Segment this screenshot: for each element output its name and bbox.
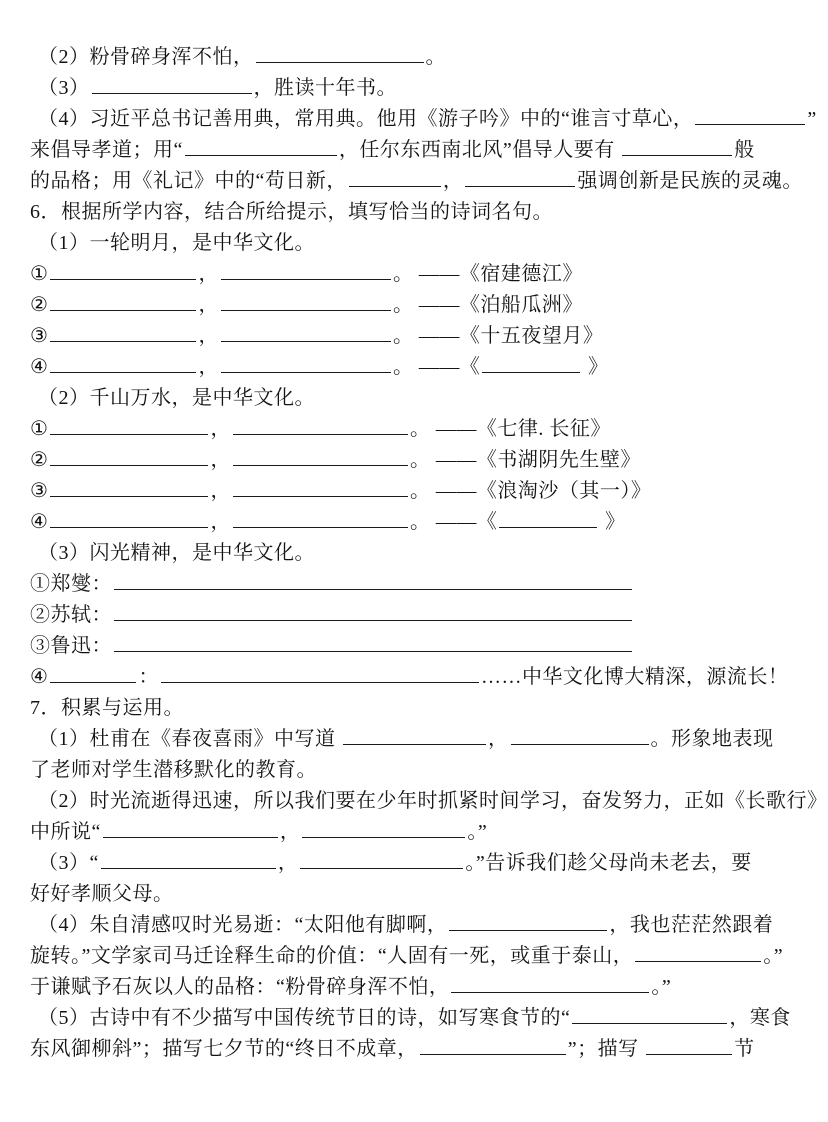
worksheet-line — [30, 600, 767, 631]
worksheet-line — [30, 941, 784, 972]
fill-in-blank[interactable] — [300, 849, 463, 869]
text-run: ” — [807, 108, 817, 130]
text-run: ， — [277, 852, 299, 874]
fill-in-blank[interactable] — [114, 632, 632, 652]
worksheet-line — [30, 817, 767, 848]
text-run: ， — [442, 170, 464, 192]
fill-in-blank[interactable] — [233, 508, 408, 528]
worksheet-line — [30, 445, 767, 476]
worksheet-line — [30, 631, 767, 662]
worksheet-line — [30, 786, 828, 817]
text-run: 》 — [599, 511, 626, 533]
text-run: 。 ——《书湖阴先生壁》 — [409, 449, 641, 471]
fill-in-blank[interactable] — [50, 291, 196, 311]
text-run: （3） — [38, 77, 90, 99]
text-run: ①郑燮： — [30, 573, 112, 595]
fill-in-blank[interactable] — [449, 911, 607, 931]
worksheet-line — [30, 42, 767, 73]
text-run: （4）朱自清感叹时光易逝：“太阳他有脚啊， — [38, 914, 448, 936]
text-run: 东风御柳斜”；描写七夕节的“终日不成章， — [30, 1038, 418, 1060]
text-run: （5）古诗中有不少描写中国传统节日的诗，如写寒食节的“ — [38, 1007, 571, 1029]
worksheet-line — [30, 538, 767, 569]
fill-in-blank[interactable] — [233, 477, 408, 497]
fill-in-blank[interactable] — [50, 353, 196, 373]
worksheet-line — [30, 879, 767, 910]
fill-in-blank[interactable] — [114, 601, 632, 621]
fill-in-blank[interactable] — [465, 167, 575, 187]
text-run: ， — [198, 294, 219, 316]
text-run: 6．根据所学内容，结合所给提示，填写恰当的诗词名句。 — [30, 201, 553, 223]
fill-in-blank[interactable] — [511, 725, 649, 745]
text-run: 于谦赋予石灰以人的品格：“粉骨碎身浑不怕， — [30, 976, 450, 998]
text-run: 旋转。”文学家司马迁诠释生命的价值：“人固有一死，或重于泰山， — [30, 945, 634, 967]
text-run: （4）习近平总书记善用典，常用典。他用《游子吟》中的“谁言寸草心， — [38, 108, 694, 130]
worksheet-line — [30, 972, 767, 1003]
text-run: 的品格；用《礼记》中的“苟日新， — [30, 170, 347, 192]
text-run: ① — [30, 418, 49, 440]
text-run: ， — [198, 263, 219, 285]
worksheet-line — [30, 507, 767, 538]
fill-in-blank[interactable] — [50, 260, 196, 280]
worksheet-line — [30, 290, 767, 321]
fill-in-blank[interactable] — [50, 477, 208, 497]
worksheet-line — [30, 569, 767, 600]
worksheet-line — [30, 848, 767, 879]
text-run: ④ — [30, 666, 49, 688]
text-run: 。”告诉我们趁父母尚未老去，要 — [465, 852, 752, 874]
text-run: （1）杜甫在《春夜喜雨》中写道 — [38, 728, 341, 750]
fill-in-blank[interactable] — [161, 663, 479, 683]
text-run: 来倡导孝道；用“ — [30, 139, 183, 161]
fill-in-blank[interactable] — [499, 508, 597, 528]
text-run: ”；描写 — [567, 1038, 645, 1060]
worksheet-line — [30, 662, 789, 693]
fill-in-blank[interactable] — [302, 818, 465, 838]
fill-in-blank[interactable] — [185, 136, 337, 156]
fill-in-blank[interactable] — [482, 353, 580, 373]
fill-in-blank[interactable] — [221, 322, 391, 342]
text-run: ，胜读十年书。 — [253, 77, 397, 99]
text-run: 。 ——《泊船瓜洲》 — [392, 294, 583, 316]
worksheet-content — [30, 42, 828, 1065]
text-run: 好好孝顺父母。 — [30, 883, 174, 905]
fill-in-blank[interactable] — [572, 1004, 727, 1024]
text-run: ③ — [30, 325, 49, 347]
worksheet-line — [30, 259, 767, 290]
text-run: ， — [210, 480, 231, 502]
fill-in-blank[interactable] — [635, 942, 761, 962]
text-run: （3）“ — [38, 852, 99, 874]
text-run: （2）时光流逝得迅速，所以我们要在少年时抓紧时间学习，奋发努力，正如《长歌行》 — [38, 790, 828, 812]
text-run: ④ — [30, 356, 49, 378]
text-run: ， — [210, 418, 231, 440]
fill-in-blank[interactable] — [221, 291, 391, 311]
fill-in-blank[interactable] — [233, 415, 408, 435]
fill-in-blank[interactable] — [103, 818, 278, 838]
text-run: 7．积累与运用。 — [30, 697, 184, 719]
fill-in-blank[interactable] — [101, 849, 276, 869]
fill-in-blank[interactable] — [50, 508, 208, 528]
text-run: 。 ——《 — [409, 511, 498, 533]
fill-in-blank[interactable] — [420, 1035, 566, 1055]
text-run: 中所说“ — [30, 821, 101, 843]
text-run: 了老师对学生潜移默化的教育。 — [30, 759, 317, 781]
worksheet-line — [30, 414, 767, 445]
text-run: ，任尔东西南北风”倡导人要有 — [338, 139, 621, 161]
text-run: 。 ——《十五夜望月》 — [392, 325, 604, 347]
worksheet-line — [30, 352, 767, 383]
text-run: ，我也茫茫然跟着 — [609, 914, 774, 936]
fill-in-blank[interactable] — [50, 446, 208, 466]
worksheet-line — [30, 476, 767, 507]
text-run: 。” — [467, 821, 488, 843]
fill-in-blank[interactable] — [221, 353, 391, 373]
text-run: 。 ——《浪淘沙（其一）》 — [409, 480, 652, 502]
worksheet-line — [30, 73, 767, 104]
fill-in-blank[interactable] — [221, 260, 391, 280]
fill-in-blank[interactable] — [114, 570, 632, 590]
text-run: （3）闪光精神，是中华文化。 — [38, 542, 315, 564]
text-run: 。 ——《 — [392, 356, 481, 378]
fill-in-blank[interactable] — [50, 415, 208, 435]
text-run: ② — [30, 449, 49, 471]
text-run: 。 ——《七律. 长征》 — [409, 418, 611, 440]
worksheet-line — [30, 383, 767, 414]
text-run: 。 ——《宿建德江》 — [392, 263, 583, 285]
text-run: ④ — [30, 511, 49, 533]
text-run: ① — [30, 263, 49, 285]
fill-in-blank[interactable] — [349, 167, 441, 187]
text-run: 。” — [651, 976, 672, 998]
worksheet-line — [30, 135, 767, 166]
text-run: （2）千山万水，是中华文化。 — [38, 387, 315, 409]
text-run: ， — [210, 511, 231, 533]
worksheet-line — [30, 104, 817, 135]
worksheet-line — [30, 1034, 767, 1065]
fill-in-blank[interactable] — [50, 322, 196, 342]
fill-in-blank[interactable] — [695, 105, 805, 125]
worksheet-line — [30, 166, 803, 197]
text-run: 节 — [734, 1038, 755, 1060]
worksheet-line — [30, 321, 767, 352]
worksheet-line — [30, 197, 767, 228]
fill-in-blank[interactable] — [92, 74, 252, 94]
text-run: 。” — [763, 945, 784, 967]
text-run: ， — [198, 325, 219, 347]
fill-in-blank[interactable] — [50, 663, 136, 683]
worksheet-line — [30, 228, 767, 259]
fill-in-blank[interactable] — [343, 725, 486, 745]
text-run: ， — [210, 449, 231, 471]
text-run: ， — [488, 728, 509, 750]
text-run: ， — [279, 821, 301, 843]
text-run: （1）一轮明月，是中华文化。 — [38, 232, 315, 254]
text-run: 》 — [582, 356, 609, 378]
text-run: 。 — [425, 46, 446, 68]
text-run: ③ — [30, 480, 49, 502]
worksheet-line — [30, 755, 767, 786]
worksheet-line — [30, 724, 774, 755]
text-run: 强调创新是民族的灵魂。 — [577, 170, 803, 192]
worksheet-line — [30, 693, 767, 724]
fill-in-blank[interactable] — [622, 136, 732, 156]
fill-in-blank[interactable] — [233, 446, 408, 466]
text-run: ② — [30, 294, 49, 316]
fill-in-blank[interactable] — [256, 43, 424, 63]
text-run: ……中华文化博大精深，源流长！ — [480, 666, 789, 688]
text-run: ： — [138, 666, 159, 688]
worksheet-line — [30, 910, 774, 941]
text-run: ③鲁迅： — [30, 635, 112, 657]
text-run: ，寒食 — [729, 1007, 791, 1029]
text-run: （2）粉骨碎身浑不怕， — [38, 46, 254, 68]
text-run: ②苏轼： — [30, 604, 112, 626]
fill-in-blank[interactable] — [451, 973, 649, 993]
fill-in-blank[interactable] — [646, 1035, 732, 1055]
text-run: 般 — [734, 139, 755, 161]
worksheet-line — [30, 1003, 791, 1034]
text-run: ， — [198, 356, 219, 378]
text-run: 。形象地表现 — [650, 728, 774, 750]
